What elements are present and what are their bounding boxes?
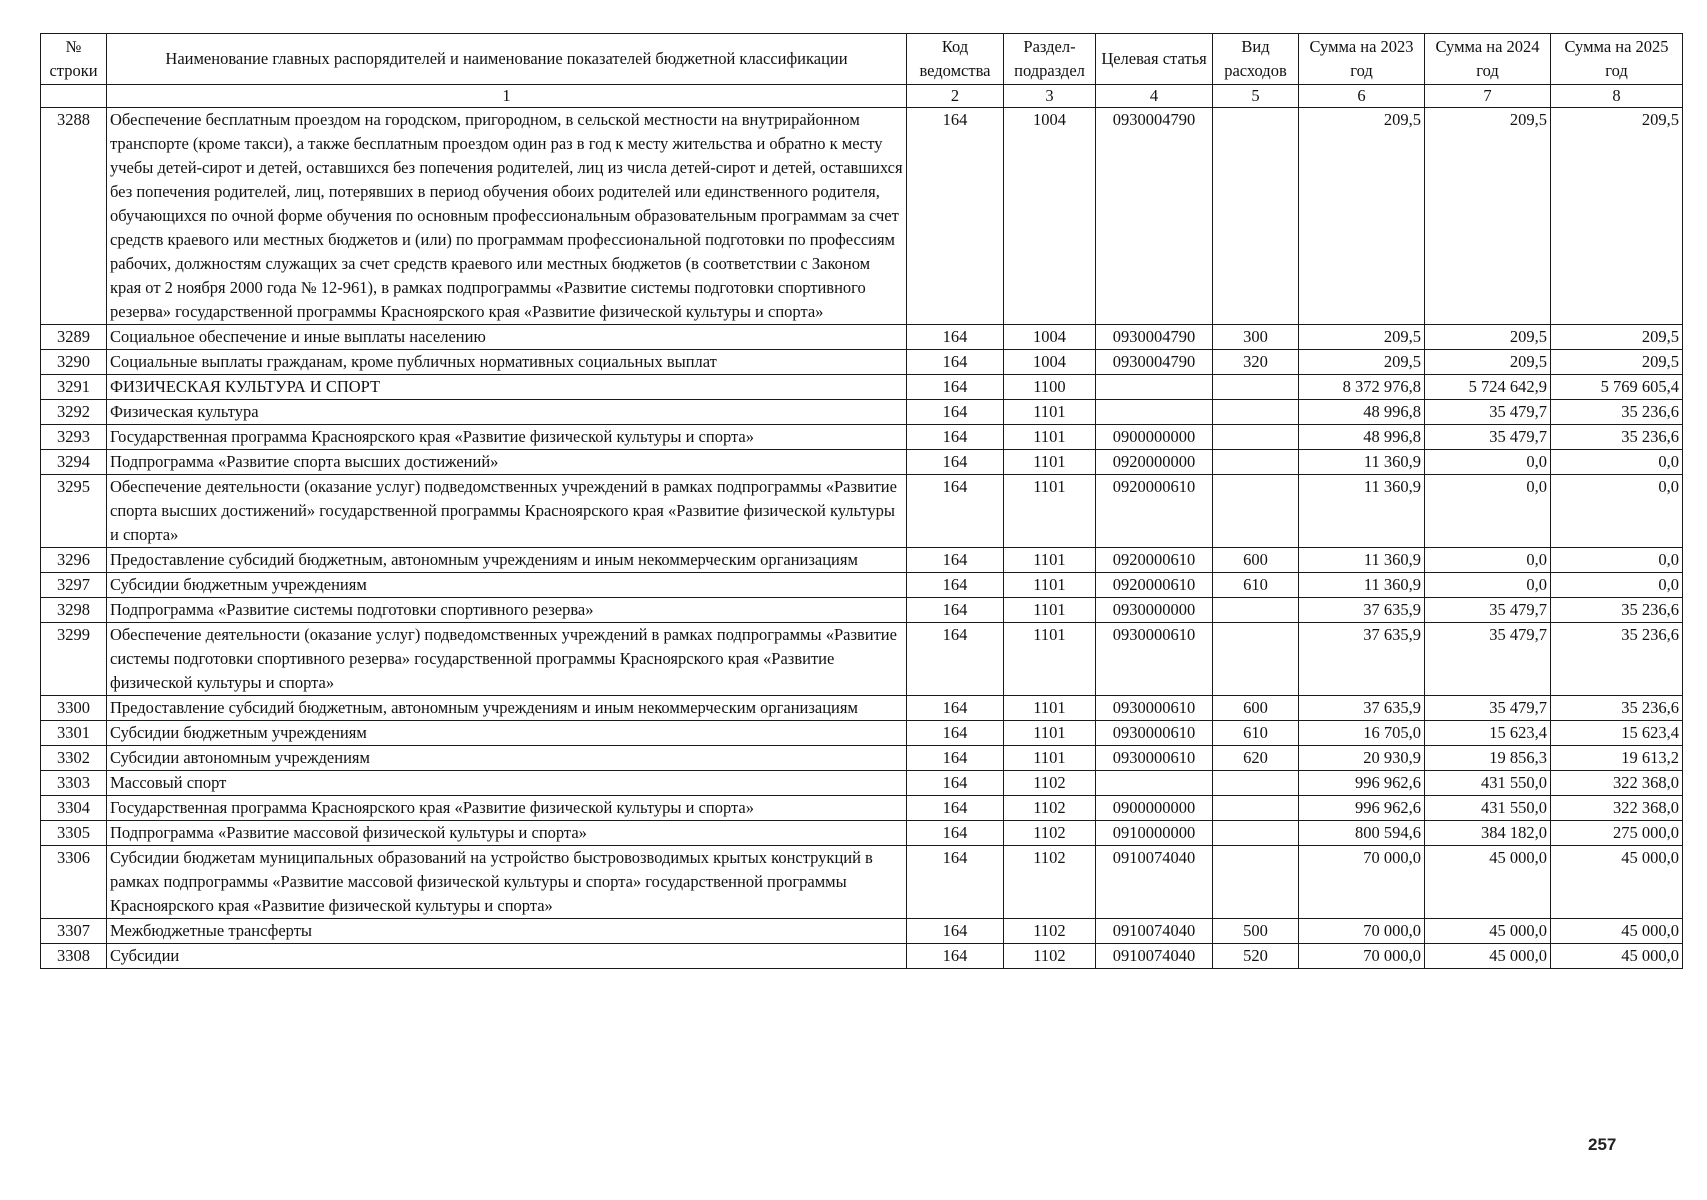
row-number-cell: 3292 (41, 400, 107, 425)
table-row (41, 598, 1683, 623)
section-cell: 1101 (1004, 746, 1096, 771)
table-row (41, 919, 1683, 944)
sum-2025-cell: 0,0 (1551, 573, 1683, 598)
column-number (41, 85, 107, 108)
sum-2024-cell: 0,0 (1425, 450, 1551, 475)
expense-kind-cell (1213, 108, 1299, 325)
dept-code-cell: 164 (907, 746, 1004, 771)
sum-2025-cell: 0,0 (1551, 450, 1683, 475)
target-article-cell: 0910074040 (1096, 846, 1213, 919)
budget-document (40, 33, 1682, 969)
target-article-cell: 0920000610 (1096, 475, 1213, 548)
dept-code-cell: 164 (907, 325, 1004, 350)
row-number-cell: 3295 (41, 475, 107, 548)
sum-2023-cell: 20 930,9 (1299, 746, 1425, 771)
row-number-cell: 3293 (41, 425, 107, 450)
row-name-cell: Социальные выплаты гражданам, кроме публичных нормативных социальных выплат (107, 350, 907, 375)
section-cell: 1101 (1004, 721, 1096, 746)
sum-2024-cell: 431 550,0 (1425, 796, 1551, 821)
target-article-cell: 0920000000 (1096, 450, 1213, 475)
header-dept-code: Код ведомства (907, 34, 1004, 85)
table-row (41, 350, 1683, 375)
section-cell: 1100 (1004, 375, 1096, 400)
row-number-cell: 3291 (41, 375, 107, 400)
section-cell: 1102 (1004, 919, 1096, 944)
sum-2025-cell: 0,0 (1551, 475, 1683, 548)
row-name-cell: Субсидии автономным учреждениям (107, 746, 907, 771)
header-expense-kind: Вид расходов (1213, 34, 1299, 85)
table-row (41, 400, 1683, 425)
section-cell: 1004 (1004, 325, 1096, 350)
target-article-cell: 0930004790 (1096, 108, 1213, 325)
expense-kind-cell (1213, 598, 1299, 623)
sum-2023-cell: 209,5 (1299, 350, 1425, 375)
table-row (41, 325, 1683, 350)
sum-2023-cell: 70 000,0 (1299, 919, 1425, 944)
row-name-cell: Государственная программа Красноярского края «Развитие физической культуры и спорта» (107, 425, 907, 450)
table-row (41, 696, 1683, 721)
column-number: 7 (1425, 85, 1551, 108)
section-cell: 1102 (1004, 771, 1096, 796)
sum-2025-cell: 322 368,0 (1551, 771, 1683, 796)
row-name-cell: Субсидии бюджетным учреждениям (107, 573, 907, 598)
sum-2024-cell: 45 000,0 (1425, 944, 1551, 969)
expense-kind-cell: 600 (1213, 548, 1299, 573)
expense-kind-cell (1213, 771, 1299, 796)
target-article-cell: 0930000610 (1096, 721, 1213, 746)
row-number-cell: 3290 (41, 350, 107, 375)
sum-2025-cell: 45 000,0 (1551, 944, 1683, 969)
dept-code-cell: 164 (907, 771, 1004, 796)
expense-kind-cell: 600 (1213, 696, 1299, 721)
expense-kind-cell (1213, 623, 1299, 696)
row-name-cell: ФИЗИЧЕСКАЯ КУЛЬТУРА И СПОРТ (107, 375, 907, 400)
expense-kind-cell: 620 (1213, 746, 1299, 771)
sum-2023-cell: 11 360,9 (1299, 450, 1425, 475)
row-name-cell: Обеспечение деятельности (оказание услуг) подведомственных учреждений в рамках подпрограммы «Развитие системы подготовки спортивного резерва» государственной программы Красноярского края «Развитие физической культуры и спорта» (107, 623, 907, 696)
sum-2023-cell: 996 962,6 (1299, 771, 1425, 796)
row-number-cell: 3308 (41, 944, 107, 969)
target-article-cell (1096, 375, 1213, 400)
expense-kind-cell: 500 (1213, 919, 1299, 944)
sum-2023-cell: 48 996,8 (1299, 425, 1425, 450)
dept-code-cell: 164 (907, 623, 1004, 696)
sum-2024-cell: 0,0 (1425, 573, 1551, 598)
sum-2023-cell: 70 000,0 (1299, 846, 1425, 919)
row-number-cell: 3288 (41, 108, 107, 325)
header-sum-2025: Сумма на 2025 год (1551, 34, 1683, 85)
row-name-cell: Субсидии (107, 944, 907, 969)
sum-2025-cell: 35 236,6 (1551, 696, 1683, 721)
sum-2023-cell: 996 962,6 (1299, 796, 1425, 821)
row-name-cell: Субсидии бюджетам муниципальных образований на устройство быстровозводимых крытых конструкций в рамках подпрограммы «Развитие массовой физической культуры и спорта» государственной программы Красноярского края «Развитие физической культуры и спорта» (107, 846, 907, 919)
row-name-cell: Предоставление субсидий бюджетным, автономным учреждениям и иным некоммерческим организациям (107, 696, 907, 721)
target-article-cell: 0910074040 (1096, 944, 1213, 969)
dept-code-cell: 164 (907, 400, 1004, 425)
expense-kind-cell (1213, 425, 1299, 450)
sum-2024-cell: 5 724 642,9 (1425, 375, 1551, 400)
row-number-cell: 3302 (41, 746, 107, 771)
section-cell: 1101 (1004, 623, 1096, 696)
target-article-cell: 0930004790 (1096, 325, 1213, 350)
section-cell: 1004 (1004, 350, 1096, 375)
sum-2025-cell: 15 623,4 (1551, 721, 1683, 746)
sum-2023-cell: 16 705,0 (1299, 721, 1425, 746)
sum-2024-cell: 431 550,0 (1425, 771, 1551, 796)
sum-2025-cell: 5 769 605,4 (1551, 375, 1683, 400)
dept-code-cell: 164 (907, 721, 1004, 746)
dept-code-cell: 164 (907, 573, 1004, 598)
row-number-cell: 3296 (41, 548, 107, 573)
section-cell: 1101 (1004, 696, 1096, 721)
target-article-cell: 0930000610 (1096, 623, 1213, 696)
sum-2025-cell: 45 000,0 (1551, 846, 1683, 919)
target-article-cell: 0900000000 (1096, 796, 1213, 821)
table-row (41, 944, 1683, 969)
sum-2024-cell: 209,5 (1425, 325, 1551, 350)
target-article-cell: 0930000610 (1096, 746, 1213, 771)
row-name-cell: Массовый спорт (107, 771, 907, 796)
table-row (41, 375, 1683, 400)
section-cell: 1102 (1004, 796, 1096, 821)
section-cell: 1101 (1004, 598, 1096, 623)
sum-2023-cell: 37 635,9 (1299, 623, 1425, 696)
expense-kind-cell (1213, 450, 1299, 475)
row-number-cell: 3303 (41, 771, 107, 796)
sum-2024-cell: 209,5 (1425, 350, 1551, 375)
column-number: 6 (1299, 85, 1425, 108)
row-name-cell: Государственная программа Красноярского края «Развитие физической культуры и спорта» (107, 796, 907, 821)
row-number-cell: 3300 (41, 696, 107, 721)
expense-kind-cell (1213, 821, 1299, 846)
row-name-cell: Физическая культура (107, 400, 907, 425)
sum-2023-cell: 48 996,8 (1299, 400, 1425, 425)
dept-code-cell: 164 (907, 425, 1004, 450)
section-cell: 1101 (1004, 548, 1096, 573)
sum-2024-cell: 35 479,7 (1425, 425, 1551, 450)
sum-2024-cell: 384 182,0 (1425, 821, 1551, 846)
dept-code-cell: 164 (907, 350, 1004, 375)
dept-code-cell: 164 (907, 598, 1004, 623)
header-section: Раздел-подраздел (1004, 34, 1096, 85)
page-number: 257 (1588, 1135, 1617, 1154)
dept-code-cell: 164 (907, 548, 1004, 573)
sum-2025-cell: 35 236,6 (1551, 598, 1683, 623)
table-row (41, 548, 1683, 573)
dept-code-cell: 164 (907, 821, 1004, 846)
section-cell: 1101 (1004, 475, 1096, 548)
sum-2025-cell: 35 236,6 (1551, 623, 1683, 696)
expense-kind-cell: 610 (1213, 721, 1299, 746)
column-number: 3 (1004, 85, 1096, 108)
sum-2024-cell: 0,0 (1425, 475, 1551, 548)
row-name-cell: Субсидии бюджетным учреждениям (107, 721, 907, 746)
row-number-cell: 3294 (41, 450, 107, 475)
expense-kind-cell (1213, 846, 1299, 919)
section-cell: 1102 (1004, 821, 1096, 846)
row-number-cell: 3289 (41, 325, 107, 350)
header-name: Наименование главных распорядителей и наименование показателей бюджетной классификации (107, 34, 907, 85)
sum-2024-cell: 209,5 (1425, 108, 1551, 325)
sum-2024-cell: 35 479,7 (1425, 696, 1551, 721)
dept-code-cell: 164 (907, 944, 1004, 969)
sum-2024-cell: 35 479,7 (1425, 400, 1551, 425)
row-number-cell: 3299 (41, 623, 107, 696)
budget-table (40, 33, 1683, 969)
sum-2025-cell: 322 368,0 (1551, 796, 1683, 821)
row-name-cell: Предоставление субсидий бюджетным, автономным учреждениям и иным некоммерческим организациям (107, 548, 907, 573)
expense-kind-cell (1213, 475, 1299, 548)
section-cell: 1102 (1004, 846, 1096, 919)
row-name-cell: Подпрограмма «Развитие системы подготовки спортивного резерва» (107, 598, 907, 623)
table-row (41, 623, 1683, 696)
target-article-cell: 0920000610 (1096, 573, 1213, 598)
sum-2025-cell: 209,5 (1551, 350, 1683, 375)
dept-code-cell: 164 (907, 375, 1004, 400)
target-article-cell (1096, 771, 1213, 796)
target-article-cell: 0930000000 (1096, 598, 1213, 623)
header-sum-2023: Сумма на 2023 год (1299, 34, 1425, 85)
section-cell: 1101 (1004, 400, 1096, 425)
header-row-no: № строки (41, 34, 107, 85)
expense-kind-cell: 520 (1213, 944, 1299, 969)
target-article-cell: 0930000610 (1096, 696, 1213, 721)
row-name-cell: Подпрограмма «Развитие спорта высших достижений» (107, 450, 907, 475)
section-cell: 1101 (1004, 450, 1096, 475)
sum-2024-cell: 35 479,7 (1425, 598, 1551, 623)
sum-2023-cell: 11 360,9 (1299, 573, 1425, 598)
dept-code-cell: 164 (907, 108, 1004, 325)
dept-code-cell: 164 (907, 846, 1004, 919)
sum-2023-cell: 209,5 (1299, 325, 1425, 350)
row-name-cell: Социальное обеспечение и иные выплаты населению (107, 325, 907, 350)
dept-code-cell: 164 (907, 475, 1004, 548)
target-article-cell (1096, 400, 1213, 425)
target-article-cell: 0910074040 (1096, 919, 1213, 944)
row-number-cell: 3305 (41, 821, 107, 846)
sum-2024-cell: 15 623,4 (1425, 721, 1551, 746)
row-name-cell: Обеспечение деятельности (оказание услуг) подведомственных учреждений в рамках подпрограммы «Развитие спорта высших достижений» государственной программы Красноярского края «Развитие физической культуры и спорта» (107, 475, 907, 548)
dept-code-cell: 164 (907, 796, 1004, 821)
table-row (41, 108, 1683, 325)
row-name-cell: Подпрограмма «Развитие массовой физической культуры и спорта» (107, 821, 907, 846)
sum-2023-cell: 70 000,0 (1299, 944, 1425, 969)
table-row (41, 846, 1683, 919)
sum-2023-cell: 11 360,9 (1299, 475, 1425, 548)
sum-2025-cell: 209,5 (1551, 325, 1683, 350)
target-article-cell: 0900000000 (1096, 425, 1213, 450)
column-number: 4 (1096, 85, 1213, 108)
target-article-cell: 0920000610 (1096, 548, 1213, 573)
row-name-cell: Межбюджетные трансферты (107, 919, 907, 944)
expense-kind-cell: 300 (1213, 325, 1299, 350)
table-row (41, 450, 1683, 475)
sum-2025-cell: 35 236,6 (1551, 400, 1683, 425)
sum-2024-cell: 0,0 (1425, 548, 1551, 573)
column-number: 8 (1551, 85, 1683, 108)
sum-2024-cell: 45 000,0 (1425, 919, 1551, 944)
table-header-row (41, 34, 1683, 85)
dept-code-cell: 164 (907, 696, 1004, 721)
expense-kind-cell: 610 (1213, 573, 1299, 598)
table-row (41, 771, 1683, 796)
sum-2024-cell: 35 479,7 (1425, 623, 1551, 696)
row-name-cell: Обеспечение бесплатным проездом на городском, пригородном, в сельской местности на внутрирайонном транспорте (кроме такси), а также бесплатным проездом один раз в год к месту жительства и обратно к месту учебы детей-сирот и детей, оставшихся без попечения родителей, лиц из числа детей-сирот и детей, оставшихся без попечения родителей, лиц, потерявших в период обучения обоих родителей или единственного родителя, обучающихся по очной форме обучения по основным профессиональным образовательным программам за счет средств краевого или местных бюджетов и (или) по программам профессиональной подготовки по профессиям рабочих, должностям служащих за счет средств краевого или местных бюджетов (в соответствии с Законом края от 2 ноября 2000 года № 12-961), в рамках подпрограммы «Развитие системы подготовки спортивного резерва» государственной программы Красноярского края «Развитие физической культуры и спорта» (107, 108, 907, 325)
sum-2023-cell: 8 372 976,8 (1299, 375, 1425, 400)
column-number: 2 (907, 85, 1004, 108)
expense-kind-cell (1213, 400, 1299, 425)
dept-code-cell: 164 (907, 450, 1004, 475)
table-row (41, 821, 1683, 846)
sum-2023-cell: 11 360,9 (1299, 548, 1425, 573)
dept-code-cell: 164 (907, 919, 1004, 944)
table-row (41, 746, 1683, 771)
section-cell: 1101 (1004, 573, 1096, 598)
row-number-cell: 3298 (41, 598, 107, 623)
row-number-cell: 3306 (41, 846, 107, 919)
table-row (41, 721, 1683, 746)
row-number-cell: 3304 (41, 796, 107, 821)
section-cell: 1102 (1004, 944, 1096, 969)
column-number-row (41, 85, 1683, 108)
sum-2023-cell: 209,5 (1299, 108, 1425, 325)
table-row (41, 475, 1683, 548)
sum-2023-cell: 800 594,6 (1299, 821, 1425, 846)
header-sum-2024: Сумма на 2024 год (1425, 34, 1551, 85)
row-number-cell: 3307 (41, 919, 107, 944)
table-row (41, 796, 1683, 821)
sum-2025-cell: 275 000,0 (1551, 821, 1683, 846)
section-cell: 1004 (1004, 108, 1096, 325)
row-number-cell: 3297 (41, 573, 107, 598)
sum-2023-cell: 37 635,9 (1299, 598, 1425, 623)
sum-2024-cell: 45 000,0 (1425, 846, 1551, 919)
sum-2024-cell: 19 856,3 (1425, 746, 1551, 771)
table-row (41, 425, 1683, 450)
table-body (41, 108, 1683, 969)
target-article-cell: 0910000000 (1096, 821, 1213, 846)
table-row (41, 573, 1683, 598)
section-cell: 1101 (1004, 425, 1096, 450)
sum-2023-cell: 37 635,9 (1299, 696, 1425, 721)
sum-2025-cell: 209,5 (1551, 108, 1683, 325)
row-number-cell: 3301 (41, 721, 107, 746)
target-article-cell: 0930004790 (1096, 350, 1213, 375)
expense-kind-cell (1213, 796, 1299, 821)
header-target: Целевая статья (1096, 34, 1213, 85)
expense-kind-cell (1213, 375, 1299, 400)
expense-kind-cell: 320 (1213, 350, 1299, 375)
sum-2025-cell: 0,0 (1551, 548, 1683, 573)
column-number: 5 (1213, 85, 1299, 108)
column-number: 1 (107, 85, 907, 108)
sum-2025-cell: 45 000,0 (1551, 919, 1683, 944)
sum-2025-cell: 19 613,2 (1551, 746, 1683, 771)
sum-2025-cell: 35 236,6 (1551, 425, 1683, 450)
